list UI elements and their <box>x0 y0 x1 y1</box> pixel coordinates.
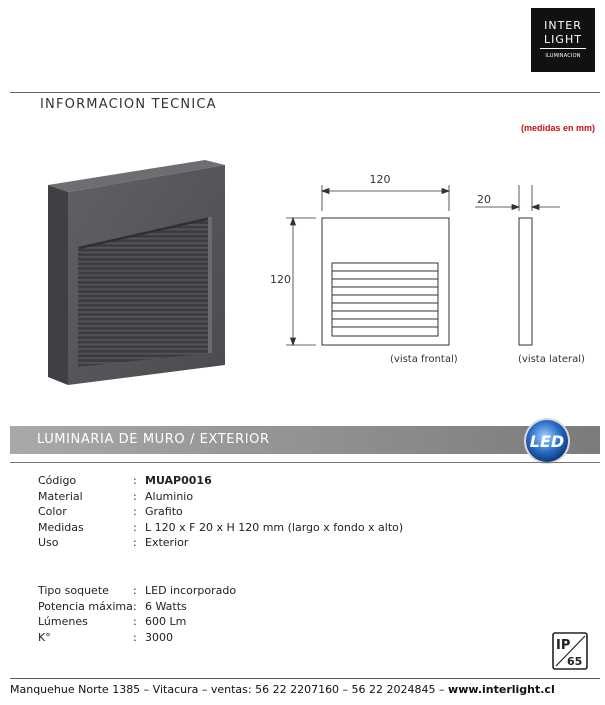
spec-label: Lúmenes <box>38 615 88 628</box>
category-title: LUMINARIA DE MURO / EXTERIOR <box>37 432 270 447</box>
spec-value: Grafito <box>145 505 183 518</box>
spec-value: Exterior <box>145 536 189 549</box>
spec-label: Color <box>38 505 67 518</box>
technical-drawing <box>270 165 600 375</box>
ip65-rating-icon <box>552 632 588 670</box>
spec-value: Aluminio <box>145 489 194 503</box>
led-badge-icon <box>522 416 572 466</box>
housing-side <box>48 185 68 385</box>
spec-label: Tipo soquete <box>38 584 109 597</box>
spec-label: Potencia máxima <box>38 599 133 613</box>
spec-value: MUAP0016 <box>145 474 212 487</box>
spec-value: 600 Lm <box>145 615 187 628</box>
ip-prefix: IP <box>556 638 571 653</box>
category-banner <box>10 426 600 454</box>
louver-side-edge <box>208 217 212 353</box>
logo-line-light: LIGHT <box>544 33 582 46</box>
spec-label: K° <box>38 630 51 644</box>
logo-line-inter: INTER <box>544 19 582 32</box>
spec-value: 3000 <box>145 630 173 644</box>
product-photo <box>40 155 240 390</box>
logo-line-iluminacion: ILUMINACION <box>545 53 581 59</box>
units-note: (medidas en mm) <box>520 123 595 133</box>
spec-label: Uso <box>38 536 59 549</box>
width-label: 120 <box>369 173 391 186</box>
footer-address: Manquehue Norte 1385 – Vitacura – ventas: 56 22 2207160 – 56 22 2024845 – <box>10 683 449 696</box>
height-label: 120 <box>270 273 291 286</box>
section-title: INFORMACION TECNICA <box>40 97 217 112</box>
spec-value: L 120 x F 20 x H 120 mm (largo x fondo x alto) <box>145 520 404 534</box>
spec-value: 6 Watts <box>145 599 187 613</box>
depth-label: 20 <box>477 193 491 206</box>
spec-label: Medidas <box>38 520 84 534</box>
logo-divider <box>540 48 586 49</box>
width-dimension <box>322 185 449 211</box>
spec-value: LED incorporado <box>145 584 237 597</box>
ip-number: 65 <box>567 655 583 668</box>
top-divider <box>10 92 600 93</box>
footer-divider <box>10 678 600 679</box>
footer-contact <box>10 683 600 696</box>
interlight-logo <box>531 8 595 72</box>
spec-divider <box>10 462 600 463</box>
spec-label: Material <box>38 489 83 503</box>
spec-label: Código <box>38 474 77 487</box>
footer-website-link[interactable]: www.interlight.cl <box>448 683 555 696</box>
front-view-caption: (vista frontal) <box>390 354 458 365</box>
svg-text:LED: LED <box>529 432 565 451</box>
front-view-louver-box <box>332 263 438 336</box>
side-view-caption: (vista lateral) <box>518 354 585 365</box>
side-view-outline <box>519 218 532 345</box>
